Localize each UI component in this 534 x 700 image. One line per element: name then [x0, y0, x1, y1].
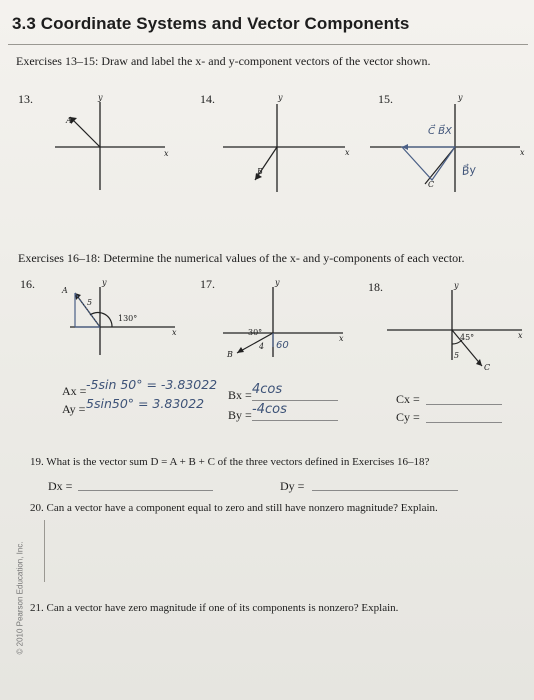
- exercise-16-diagram: [50, 275, 200, 365]
- ax-label: Ax =: [62, 384, 87, 398]
- bx-answer-line[interactable]: [252, 400, 338, 401]
- question-20-answer-area[interactable]: [44, 516, 522, 588]
- exercise-13-number: 13.: [18, 92, 33, 106]
- dx-answer-line[interactable]: [78, 490, 213, 491]
- exercise-18-x-label: x: [518, 331, 523, 340]
- exercise-13-vector-a-label: A: [66, 116, 72, 125]
- exercise-15-number: 15.: [378, 92, 393, 106]
- exercise-17-angle-label: 30°: [248, 328, 263, 337]
- cy-label: Cy =: [396, 410, 420, 424]
- question-20-text: 20. Can a vector have a component equal to zero and still have nonzero magnitude? Explain.: [30, 502, 438, 514]
- copyright-notice: © 2010 Pearson Education, Inc.: [15, 541, 25, 655]
- exercise-14-x-label: x: [345, 148, 350, 157]
- exercise-17-diagram: [215, 275, 365, 365]
- title-rule: [8, 44, 528, 45]
- exercise-17-handwritten-60: 60: [276, 340, 289, 351]
- exercise-17-vector-b-label: B: [227, 350, 233, 359]
- exercise-14-number: 14.: [200, 92, 215, 106]
- by-handwritten-answer: -4cos: [252, 402, 287, 417]
- exercises-16-18-instruction: Exercises 16–18: Determine the numerical values of the x- and y-components of each vector.: [18, 251, 465, 265]
- exercise-18-y-label: y: [454, 281, 459, 290]
- exercise-16-x-label: x: [172, 328, 177, 337]
- page-title: 3.3 Coordinate Systems and Vector Components: [12, 14, 410, 33]
- exercise-17-x-label: x: [339, 334, 344, 343]
- exercise-14-diagram: [215, 92, 365, 202]
- exercise-14-vector-b-label: B: [257, 167, 263, 176]
- ay-handwritten-answer: 5sin50° = 3.83022: [86, 396, 205, 411]
- question-21-answer-area[interactable]: [44, 618, 522, 690]
- exercise-14-y-label: y: [278, 93, 283, 102]
- cx-answer-line[interactable]: [426, 404, 502, 405]
- exercise-17-magnitude-label: 4: [259, 342, 265, 351]
- ax-handwritten-answer: -5sin 50° = -3.83022: [86, 377, 218, 392]
- dx-label: Dx =: [48, 479, 73, 493]
- dy-label: Dy =: [280, 479, 305, 493]
- bx-handwritten-answer: 4cos: [252, 382, 283, 397]
- exercise-16-y-label: y: [102, 278, 107, 287]
- exercise-15-x-label: x: [520, 148, 525, 157]
- exercise-18-diagram: [372, 278, 527, 372]
- exercise-15-diagram: [350, 92, 525, 202]
- exercise-13-x-label: x: [164, 149, 169, 158]
- exercise-18-magnitude-label: 5: [454, 351, 460, 360]
- question-20-left-rule: [44, 520, 45, 582]
- question-19-text: 19. What is the vector sum D = A + B + C of the three vectors defined in Exercises 16–18?: [30, 456, 430, 468]
- exercise-13-diagram: [40, 92, 210, 202]
- by-answer-line[interactable]: [252, 420, 338, 421]
- exercise-16-number: 16.: [20, 277, 35, 291]
- exercise-16-magnitude-label: 5: [87, 298, 93, 307]
- exercise-16-angle-label: 130°: [118, 314, 138, 323]
- by-label: By =: [228, 408, 252, 422]
- exercise-15-vector-c-label: C: [428, 180, 435, 189]
- exercise-16-vector-a-label: A: [62, 286, 68, 295]
- exercise-13-y-label: y: [98, 93, 103, 102]
- exercise-15-handwritten-by: B⃗y: [461, 163, 477, 178]
- cx-label: Cx =: [396, 392, 420, 406]
- exercise-18-angle-label: 45°: [460, 333, 475, 342]
- ay-label: Ay =: [62, 402, 86, 416]
- exercise-15-y-label: y: [458, 93, 463, 102]
- exercise-17-y-label: y: [275, 278, 280, 287]
- bx-label: Bx =: [228, 388, 252, 402]
- cy-answer-line[interactable]: [426, 422, 502, 423]
- question-21-text: 21. Can a vector have zero magnitude if one of its components is nonzero? Explain.: [30, 602, 399, 614]
- exercise-18-vector-c-label: C: [484, 363, 491, 372]
- exercise-17-number: 17.: [200, 277, 215, 291]
- exercise-15-handwritten-cbx: C⃗ B⃗X: [428, 126, 452, 137]
- dy-answer-line[interactable]: [312, 490, 458, 491]
- exercise-18-number: 18.: [368, 280, 383, 294]
- exercises-13-15-instruction: Exercises 13–15: Draw and label the x- and y-component vectors of the vector shown.: [16, 54, 431, 68]
